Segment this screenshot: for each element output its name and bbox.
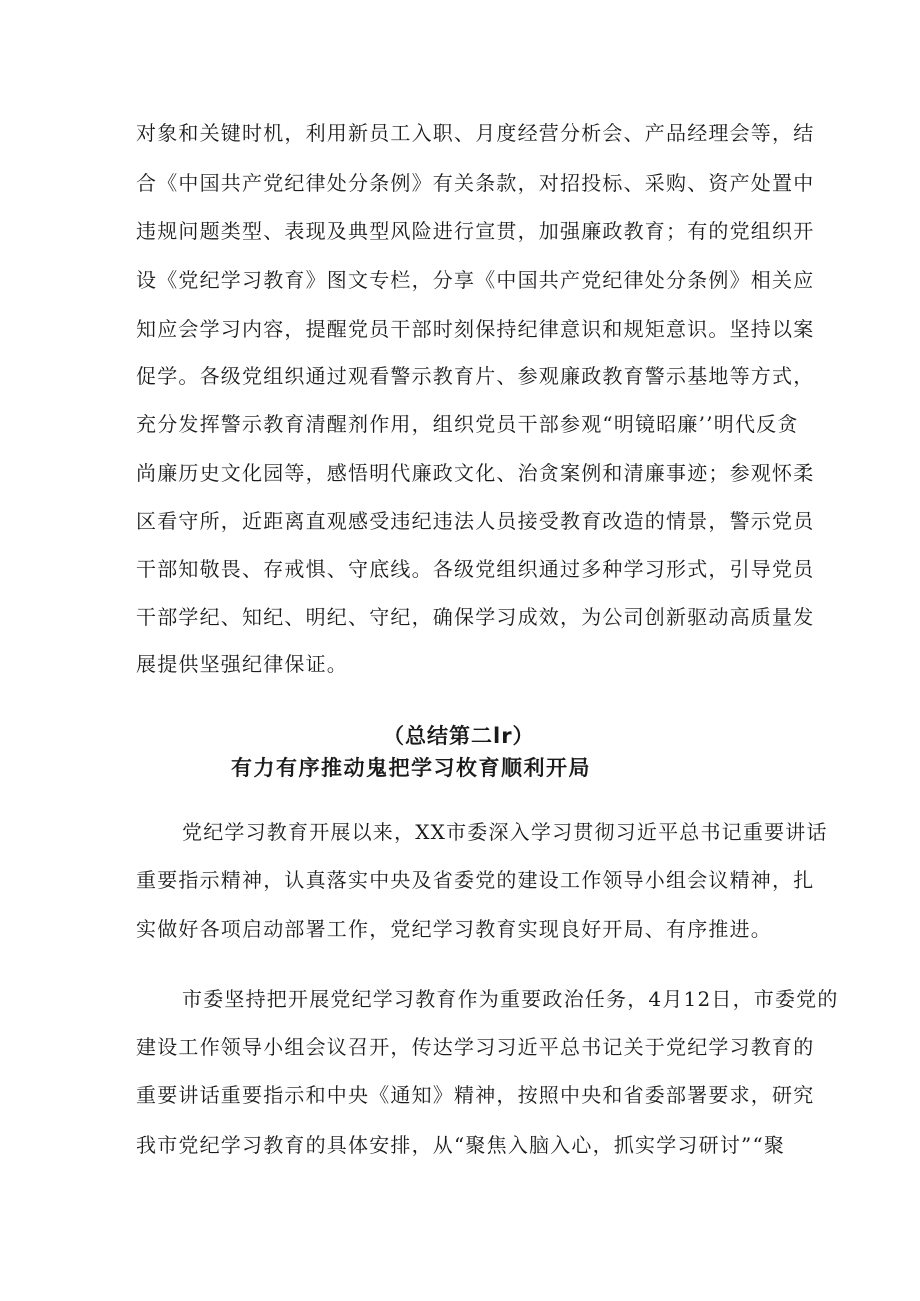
paragraph-line: 对象和关键时机，利用新员工入职、月度经营分析会、产品经理会等，结 xyxy=(136,121,815,145)
paragraph-line: 促学。各级党组织通过观看警示教育片、参观廉政教育警示基地等方式， xyxy=(136,364,815,388)
paragraph-line: 干部知敬畏、存戒惧、守底线。各级党组织通过多种学习形式，引导党员 xyxy=(136,557,815,581)
section-label: （总结第二lr） xyxy=(383,724,535,748)
paragraph-line: 设《党纪学习教育》图文专栏，分享《中国共产党纪律处分条例》相关应 xyxy=(136,268,815,292)
paragraph-line: 重要指示精神，认真落实中央及省委党的建设工作领导小组会议精神，扎 xyxy=(136,868,815,892)
paragraph-line: 区看守所，近距离直观感受违纪违法人员接受教育改造的情景，警示党员 xyxy=(136,509,815,533)
paragraph-line: 党纪学习教育开展以来，XX市委深入学习贯彻习近平总书记重要讲话 xyxy=(182,820,828,844)
paragraph-line: 重要讲话重要指示和中央《通知》精神，按照中央和省委部署要求，研究 xyxy=(136,1083,815,1107)
paragraph-line: 实做好各项启动部署工作，党纪学习教育实现良好开局、有序推进。 xyxy=(136,917,772,941)
paragraph-line: 合《中国共产党纪律处分条例》有关条款，对招投标、采购、资产处置中 xyxy=(136,171,815,195)
paragraph-line: 展提供坚强纪律保证。 xyxy=(136,652,348,676)
paragraph-line: 我市党纪学习教育的具体安排，从“聚焦入脑入心，抓实学习研讨”“聚 xyxy=(136,1133,786,1157)
paragraph-line: 建设工作领导小组会议召开，传达学习习近平总书记关于党纪学习教育的 xyxy=(136,1035,815,1059)
paragraph-line: 市委坚持把开展党纪学习教育作为重要政治任务，4月12日，市委党的 xyxy=(182,987,839,1011)
paragraph-line: 干部学纪、知纪、明纪、守纪，确保学习成效，为公司创新驱动高质量发 xyxy=(136,605,815,629)
paragraph-line: 违规问题类型、表现及典型风险进行宣贯，加强廉政教育；有的党组织开 xyxy=(136,219,815,243)
section-title: 有力有序推动鬼把学习枚育顺利开局 xyxy=(231,756,591,780)
paragraph-line: 充分发挥警示教育清醒剂作用，组织党员干部参观“明镜昭廉’’明代反贪 xyxy=(136,412,799,436)
paragraph-line: 尚廉历史文化园等，感悟明代廉政文化、治贪案例和清廉事迹；参观怀柔 xyxy=(136,461,815,485)
paragraph-line: 知应会学习内容，提醒党员干部时刻保持纪律意识和规矩意识。坚持以案 xyxy=(136,317,815,341)
